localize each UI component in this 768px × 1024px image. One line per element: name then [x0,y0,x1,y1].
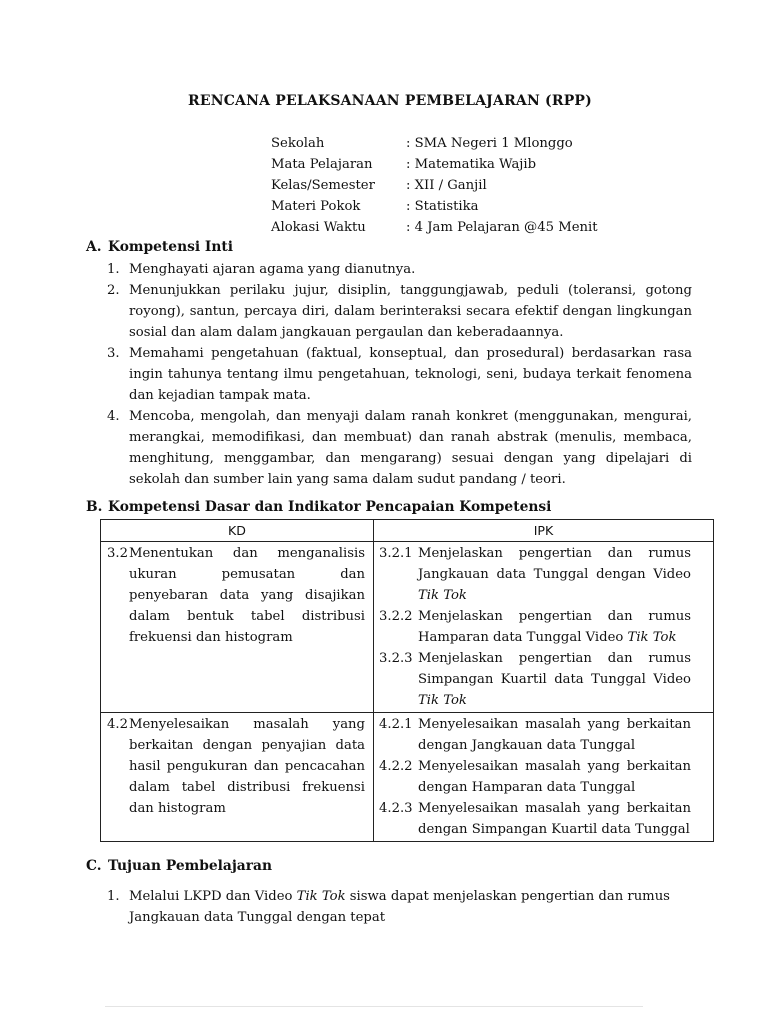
ipk-number: 3.2.2 [379,609,413,624]
kompetensi-inti-list [107,259,692,490]
table-row [101,542,714,713]
list-text: Menunjukkan perilaku jujur, disiplin, tanggungjawab, peduli (toleransi, gotong royong), santun, percaya diri, dalam berinteraksi secara efektif dengan lingkungan sosial dan alam dalam jangkauan pergaulan dan keberadaannya. [129,283,692,340]
section-a-heading [86,237,233,258]
section-letter: C. [86,858,102,874]
ipk-item [374,714,713,756]
list-number: 2. [107,283,120,298]
identity-row-mata-pelajaran [271,154,598,175]
list-item [107,406,692,490]
identity-block [271,133,598,238]
table-header-row [101,520,714,542]
kd-ipk-table [100,519,714,842]
ipk-item [374,798,713,840]
identity-row-kelas-semester [271,175,598,196]
ipk-item [374,756,713,798]
list-text-before: Melalui LKPD dan Video [129,889,293,904]
ipk-emphasis: Tik Tok [418,693,467,708]
list-number: 1. [107,889,120,904]
ipk-text: Menyelesaikan masalah yang berkaitan dengan Simpangan Kuartil data Tunggal [418,801,691,837]
identity-value: : SMA Negeri 1 Mlonggo [406,136,573,151]
kd-cell [101,542,374,713]
ipk-emphasis: Tik Tok [418,588,467,603]
identity-value: : XII / Ganjil [406,178,487,193]
identity-row-materi-pokok [271,196,598,217]
ipk-emphasis: Tik Tok [627,630,677,645]
ipk-text: Menjelaskan pengertian dan rumus Jangkauan data Tunggal dengan Video [418,546,691,582]
section-c-heading [86,856,272,877]
list-number: 1. [107,262,120,277]
ipk-text: Menjelaskan pengertian dan rumus Hamparan data Tunggal Video [418,609,691,645]
identity-label: Materi Pokok [271,199,361,214]
ipk-cell [374,542,714,713]
ipk-number: 3.2.1 [379,546,413,561]
document-title: RENCANA PELAKSANAAN PEMBELAJARAN (RPP) [188,93,592,109]
ipk-text: Menyelesaikan masalah yang berkaitan dengan Hamparan data Tunggal [418,759,691,795]
ipk-item [374,543,713,606]
column-header-kd: KD [101,520,374,542]
identity-label: Mata Pelajaran [271,157,373,172]
list-text-after: siswa dapat menjelaskan pengertian dan rumus Jangkauan data Tunggal dengan tepat [129,889,670,925]
ipk-text: Menyelesaikan masalah yang berkaitan dengan Jangkauan data Tunggal [418,717,691,753]
section-title: Kompetensi Inti [108,239,234,255]
table-row [101,713,714,842]
kd-text: Menyelesaikan masalah yang berkaitan dengan penyajian data hasil pengukuran dan pencacahan dalam tabel distribusi frekuensi dan histogram [129,717,365,816]
list-number: 3. [107,346,120,361]
list-item [107,280,692,343]
list-text: Memahami pengetahuan (faktual, konseptual, dan prosedural) berdasarkan rasa ingin tahunya tentang ilmu pengetahuan, teknologi, seni, budaya terkait fenomena dan kejadian tampak mata. [129,346,692,403]
ipk-number: 4.2.2 [379,759,413,774]
list-number: 4. [107,409,120,424]
section-title: Kompetensi Dasar dan Indikator Pencapaian Kompetensi [108,499,552,515]
identity-value: : Matematika Wajib [406,157,537,172]
list-item [107,343,692,406]
identity-label: Sekolah [271,136,325,151]
kd-number: 3.2 [107,546,128,561]
ipk-cell [374,713,714,842]
kd-text: Menentukan dan menganalisis ukuran pemusatan dan penyebaran data yang disajikan dalam bentuk tabel distribusi frekuensi dan histogram [129,546,365,645]
ipk-item [374,606,713,648]
column-header-ipk: IPK [374,520,714,542]
section-letter: B. [86,499,103,515]
identity-label: Alokasi Waktu [271,220,366,235]
ipk-number: 4.2.3 [379,801,413,816]
list-text: Mencoba, mengolah, dan menyaji dalam ranah konkret (menggunakan, mengurai, merangkai, memodifikasi, dan membuat) dan ranah abstrak (menulis, membaca, menghitung, menggambar, dan mengarang) sesuai dengan yang dipelajari di sekolah dan sumber lain yang sama dalam sudut pandang / teori. [129,409,692,487]
section-title: Tujuan Pembelajaran [108,858,272,874]
identity-value: : Statistika [406,199,479,214]
list-emphasis: Tik Tok [296,889,346,904]
ipk-item [374,648,713,711]
list-text: Menghayati ajaran agama yang dianutnya. [129,262,416,277]
tujuan-list [107,886,719,928]
ipk-number: 3.2.3 [379,651,413,666]
kd-number: 4.2 [107,717,128,732]
page-divider [105,1006,643,1007]
section-letter: A. [86,239,102,255]
section-b-heading [86,497,551,518]
identity-value: : 4 Jam Pelajaran @45 Menit [406,220,598,235]
identity-row-alokasi-waktu [271,217,598,238]
ipk-text: Menjelaskan pengertian dan rumus Simpangan Kuartil data Tunggal Video [418,651,691,687]
list-item [107,259,692,280]
kd-cell [101,713,374,842]
ipk-number: 4.2.1 [379,717,413,732]
list-item [107,886,719,928]
identity-label: Kelas/Semester [271,178,375,193]
identity-row-sekolah [271,133,598,154]
